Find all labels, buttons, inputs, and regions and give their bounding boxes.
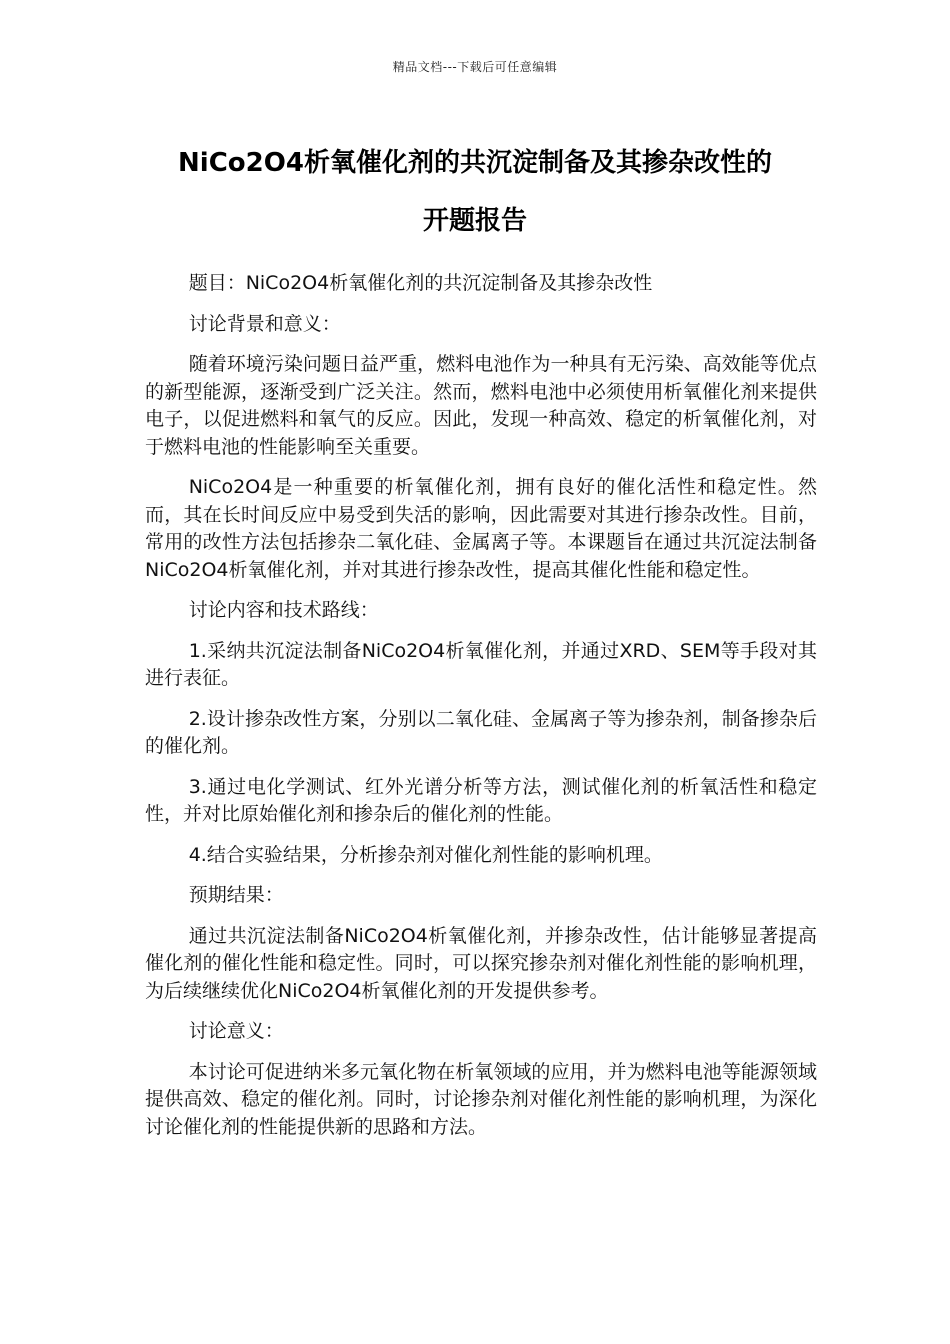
section-heading-expected: 预期结果： <box>188 884 284 906</box>
topic-line: 题目：NiCo2O4析氧催化剂的共沉淀制备及其掺杂改性 <box>188 272 653 294</box>
list-item-1: 1.采纳共沉淀法制备NiCo2O4析氧催化剂，并通过XRD、SEM等手段对其进行表征。 <box>145 639 817 689</box>
section-heading-background: 讨论背景和意义： <box>188 312 341 335</box>
document-title <box>120 134 830 250</box>
title-line-1: NiCo2O4析氧催化剂的共沉淀制备及其掺杂改性的 <box>178 148 772 178</box>
list-item-3: 3.通过电化学测试、红外光谱分析等方法，测试催化剂的析氧活性和稳定性，并对比原始催化剂和掺杂后的催化剂的性能。 <box>145 775 817 825</box>
paragraph-expected: 通过共沉淀法制备NiCo2O4析氧催化剂，并掺杂改性，估计能够显著提高催化剂的催化性能和稳定性。同时，可以探究掺杂剂对催化剂性能的影响机理，为后续继续优化NiCo2O4析氧催化剂的开发提供参考。 <box>145 924 817 1002</box>
list-item-4: 4.结合实验结果，分析掺杂剂对催化剂性能的影响机理。 <box>188 843 663 866</box>
header-note: 精品文档---下载后可任意编辑 <box>392 60 558 74</box>
paragraph-significance: 本讨论可促进纳米多元氧化物在析氧领域的应用，并为燃料电池等能源领域提供高效、稳定的催化剂。同时，讨论掺杂剂对催化剂性能的影响机理，为深化讨论催化剂的性能提供新的思路和方法。 <box>145 1060 817 1138</box>
paragraph-background-2: NiCo2O4是一种重要的析氧催化剂，拥有良好的催化活性和稳定性。然而，其在长时间反应中易受到失活的影响，因此需要对其进行掺杂改性。目前，常用的改性方法包括掺杂二氧化硅、金属离子等。本课题旨在通过共沉淀法制备NiCo2O4析氧催化剂，并对其进行掺杂改性，提高其催化性能和稳定性。 <box>145 476 817 581</box>
document-body <box>145 270 817 1154</box>
list-item-2: 2.设计掺杂改性方案，分别以二氧化硅、金属离子等为掺杂剂，制备掺杂后的催化剂。 <box>145 707 817 757</box>
title-line-2: 开题报告 <box>422 206 527 236</box>
section-heading-content: 讨论内容和技术路线： <box>188 599 379 621</box>
paragraph-background-1: 随着环境污染问题日益严重，燃料电池作为一种具有无污染、高效能等优点的新型能源，逐渐受到广泛关注。然而，燃料电池中必须使用析氧催化剂来提供电子，以促进燃料和氧气的反应。因此，发现一种高效、稳定的析氧催化剂，对于燃料电池的性能影响至关重要。 <box>145 353 817 458</box>
section-heading-significance: 讨论意义： <box>188 1020 284 1042</box>
